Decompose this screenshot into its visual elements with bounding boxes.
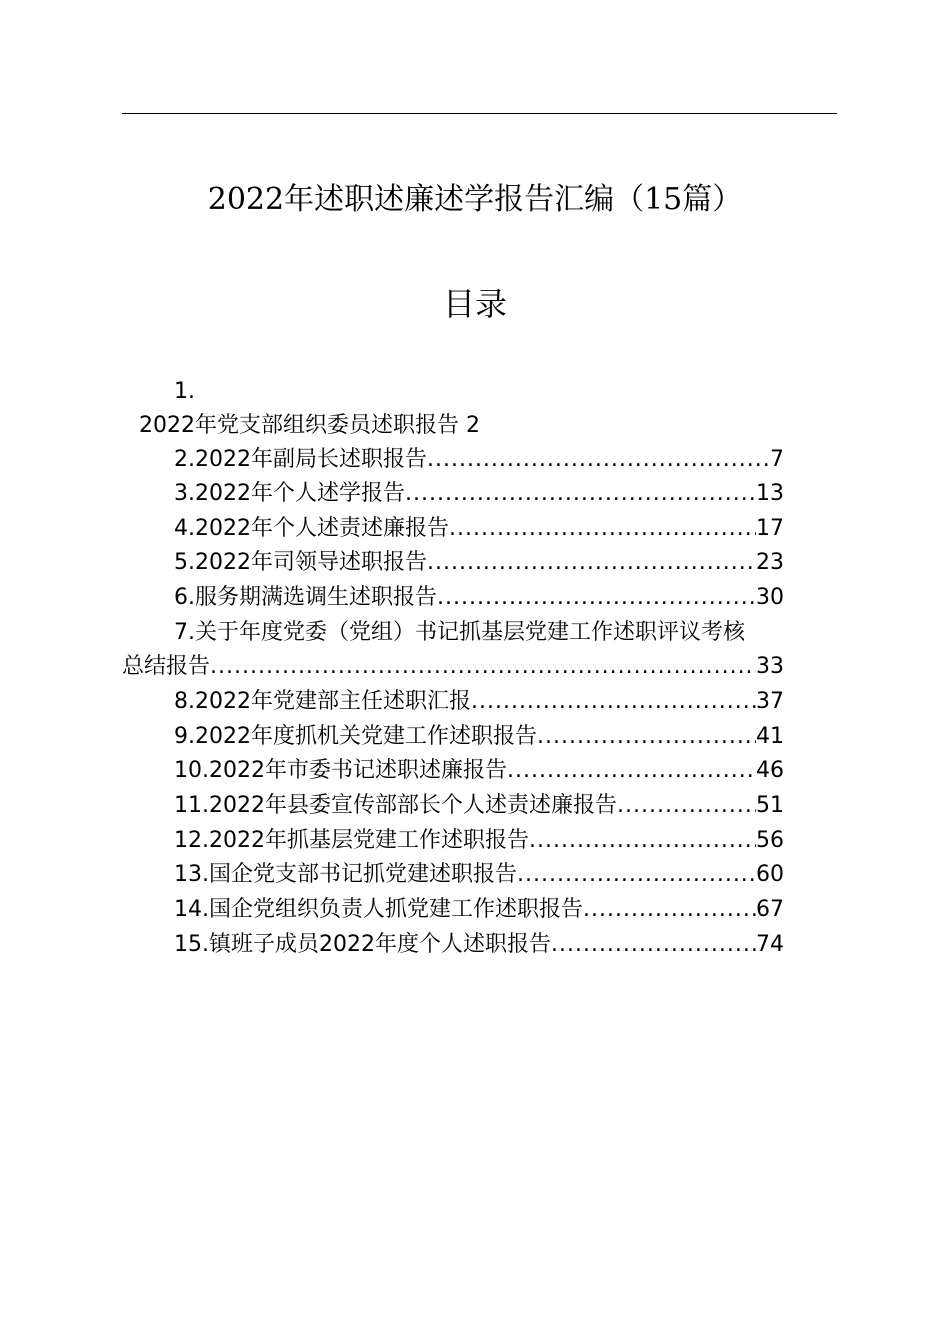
toc-page-number: 60	[756, 862, 784, 887]
toc-dot-leader	[529, 825, 756, 857]
toc-dot-leader	[617, 790, 756, 822]
toc-page-number: 23	[756, 550, 784, 575]
toc-entry[interactable]	[122, 651, 784, 683]
toc-page-number: 46	[756, 758, 784, 783]
toc-dot-leader	[551, 929, 756, 961]
toc-dot-leader	[449, 513, 756, 545]
toc-entry[interactable]	[174, 513, 784, 545]
toc-page-number: 30	[756, 585, 784, 610]
toc-entry[interactable]	[174, 825, 784, 857]
toc-entry-1-number[interactable]: 1.	[174, 379, 195, 404]
toc-entry-title: 2.2022年副局长述职报告	[174, 447, 427, 472]
toc-dot-leader	[210, 651, 756, 683]
toc-page-number: 37	[756, 689, 784, 714]
toc-entry[interactable]	[174, 894, 784, 926]
toc-page-number: 13	[756, 481, 784, 506]
toc-dot-leader	[583, 894, 756, 926]
toc-entry[interactable]	[174, 790, 784, 822]
toc-entry-title: 5.2022年司领导述职报告	[174, 550, 427, 575]
toc-entry[interactable]	[174, 582, 784, 614]
toc-dot-leader	[405, 478, 756, 510]
toc-entry[interactable]	[174, 444, 784, 476]
toc-entry-title: 10.2022年市委书记述职述廉报告	[174, 758, 507, 783]
toc-dot-leader	[427, 547, 756, 579]
toc-entry-title: 4.2022年个人述责述廉报告	[174, 516, 449, 541]
toc-entry-title: 14.国企党组织负责人抓党建工作述职报告	[174, 897, 583, 922]
toc-entry[interactable]	[174, 686, 784, 718]
toc-entry-title: 3.2022年个人述学报告	[174, 481, 405, 506]
toc-entry[interactable]	[174, 929, 784, 961]
toc-entry[interactable]	[174, 859, 784, 891]
toc-entry[interactable]	[174, 755, 784, 787]
toc-entry-title-continuation: 总结报告	[122, 654, 211, 679]
toc-entry[interactable]	[174, 547, 784, 579]
toc-entry-title[interactable]: 7.关于年度党委（党组）书记抓基层党建工作述职评议考核	[174, 620, 745, 645]
toc-page-number: 33	[756, 654, 784, 679]
toc-page-number: 56	[756, 828, 784, 853]
toc-entry-title: 8.2022年党建部主任述职汇报	[174, 689, 471, 714]
toc-entry-title: 11.2022年县委宣传部部长个人述责述廉报告	[174, 793, 617, 818]
toc-entry-title: 6.服务期满选调生述职报告	[174, 585, 437, 610]
toc-page-number: 74	[756, 932, 784, 957]
toc-dot-leader	[437, 582, 756, 614]
toc-dot-leader	[517, 859, 756, 891]
header-rule	[122, 113, 837, 114]
toc-entry-1-text[interactable]: 2022年党支部组织委员述职报告 2	[139, 413, 480, 438]
toc-entry[interactable]	[174, 478, 784, 510]
toc-dot-leader	[507, 755, 756, 787]
toc-dot-leader	[537, 721, 756, 753]
toc-entry-title: 12.2022年抓基层党建工作述职报告	[174, 828, 529, 853]
toc-entry-title: 9.2022年度抓机关党建工作述职报告	[174, 724, 537, 749]
toc-entry-title: 15.镇班子成员2022年度个人述职报告	[174, 932, 551, 957]
toc-dot-leader	[471, 686, 756, 718]
toc-entry-title: 13.国企党支部书记抓党建述职报告	[174, 862, 517, 887]
toc-page-number: 51	[756, 793, 784, 818]
toc-dot-leader	[427, 444, 770, 476]
toc-entry[interactable]	[174, 721, 784, 753]
toc-page-number: 17	[756, 516, 784, 541]
toc-heading: 目录	[442, 285, 507, 323]
toc-page-number: 41	[756, 724, 784, 749]
toc-page-number: 67	[756, 897, 784, 922]
document-title: 2022年述职述廉述学报告汇编（15篇）	[207, 182, 743, 217]
toc-page-number: 7	[770, 447, 784, 472]
